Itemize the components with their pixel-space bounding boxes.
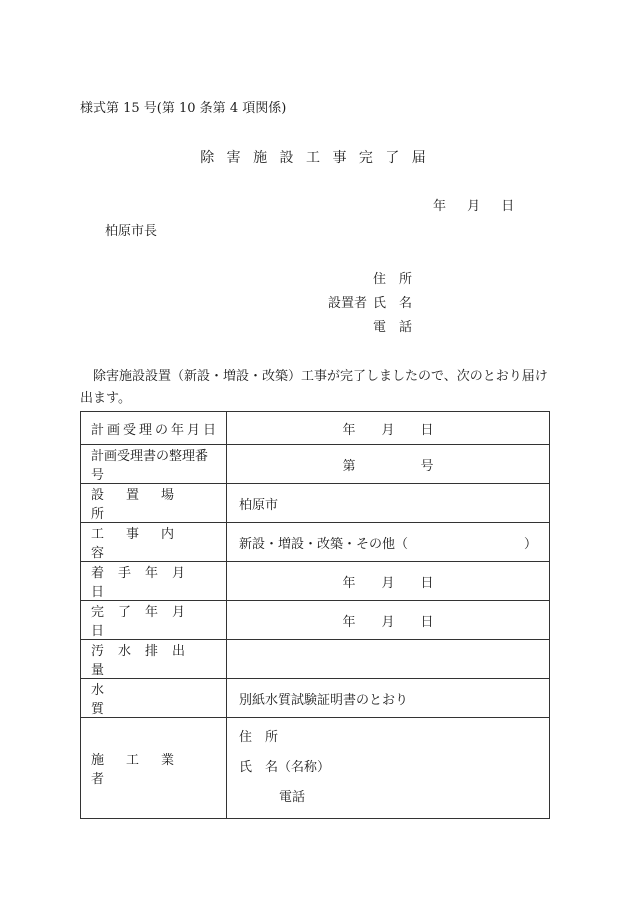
row-label-water-quality: 水質 <box>81 679 227 718</box>
submission-date: 年 月 日 <box>433 199 515 214</box>
row-value-start-date: 年 月 日 <box>227 562 550 601</box>
applicant-phone-label: 電 話 <box>372 320 412 335</box>
applicant-address-label: 住 所 <box>372 272 412 287</box>
table-row <box>81 445 550 484</box>
row-label-start-date: 着手年月日 <box>81 562 227 601</box>
row-label-discharge: 汚水排出量 <box>81 640 227 679</box>
applicant-block <box>320 268 412 340</box>
applicant-name-label: 氏 名 <box>372 296 412 311</box>
form-number: 様式第 15 号(第 10 条第 4 項関係) <box>80 101 287 116</box>
row-value-completion-date: 年 月 日 <box>227 601 550 640</box>
table-row <box>81 679 550 718</box>
completion-form-table <box>80 411 550 819</box>
body-text: 除害施設設置（新設・増設・改築）工事が完了しましたので、次のとおり届け出ます。 <box>80 369 548 406</box>
row-label-plan-number: 計画受理書の整理番号 <box>81 445 227 484</box>
row-label-contractor: 施工業者 <box>81 718 227 819</box>
row-value-work-content: 新設・増設・改築・その他（ ） <box>227 523 550 562</box>
document-title: 除 害 施 設 工 事 完 了 届 <box>200 150 430 166</box>
row-value-water-quality: 別紙水質試験証明書のとおり <box>227 679 550 718</box>
table-row <box>81 601 550 640</box>
row-value-location: 柏原市 <box>227 484 550 523</box>
contractor-address-label: 住 所 <box>239 730 279 745</box>
table-row <box>81 412 550 445</box>
contractor-name-label: 氏 名（名称） <box>239 760 331 775</box>
row-value-plan-number: 第 号 <box>227 445 550 484</box>
table-row <box>81 640 550 679</box>
table-row <box>81 523 550 562</box>
row-value-contractor <box>227 718 550 819</box>
row-value-plan-date: 年 月 日 <box>227 412 550 445</box>
row-value-discharge <box>227 640 550 679</box>
row-label-plan-date: 計画受理の年月日 <box>81 412 227 445</box>
row-label-work-content: 工事内容 <box>81 523 227 562</box>
table-row <box>81 718 550 819</box>
contractor-phone-label: 電話 <box>279 790 306 805</box>
addressee: 柏原市長 <box>105 224 158 239</box>
table-row <box>81 562 550 601</box>
row-label-location: 設置場所 <box>81 484 227 523</box>
applicant-label: 設置者 <box>327 296 367 311</box>
row-label-completion-date: 完了年月日 <box>81 601 227 640</box>
table-row <box>81 484 550 523</box>
